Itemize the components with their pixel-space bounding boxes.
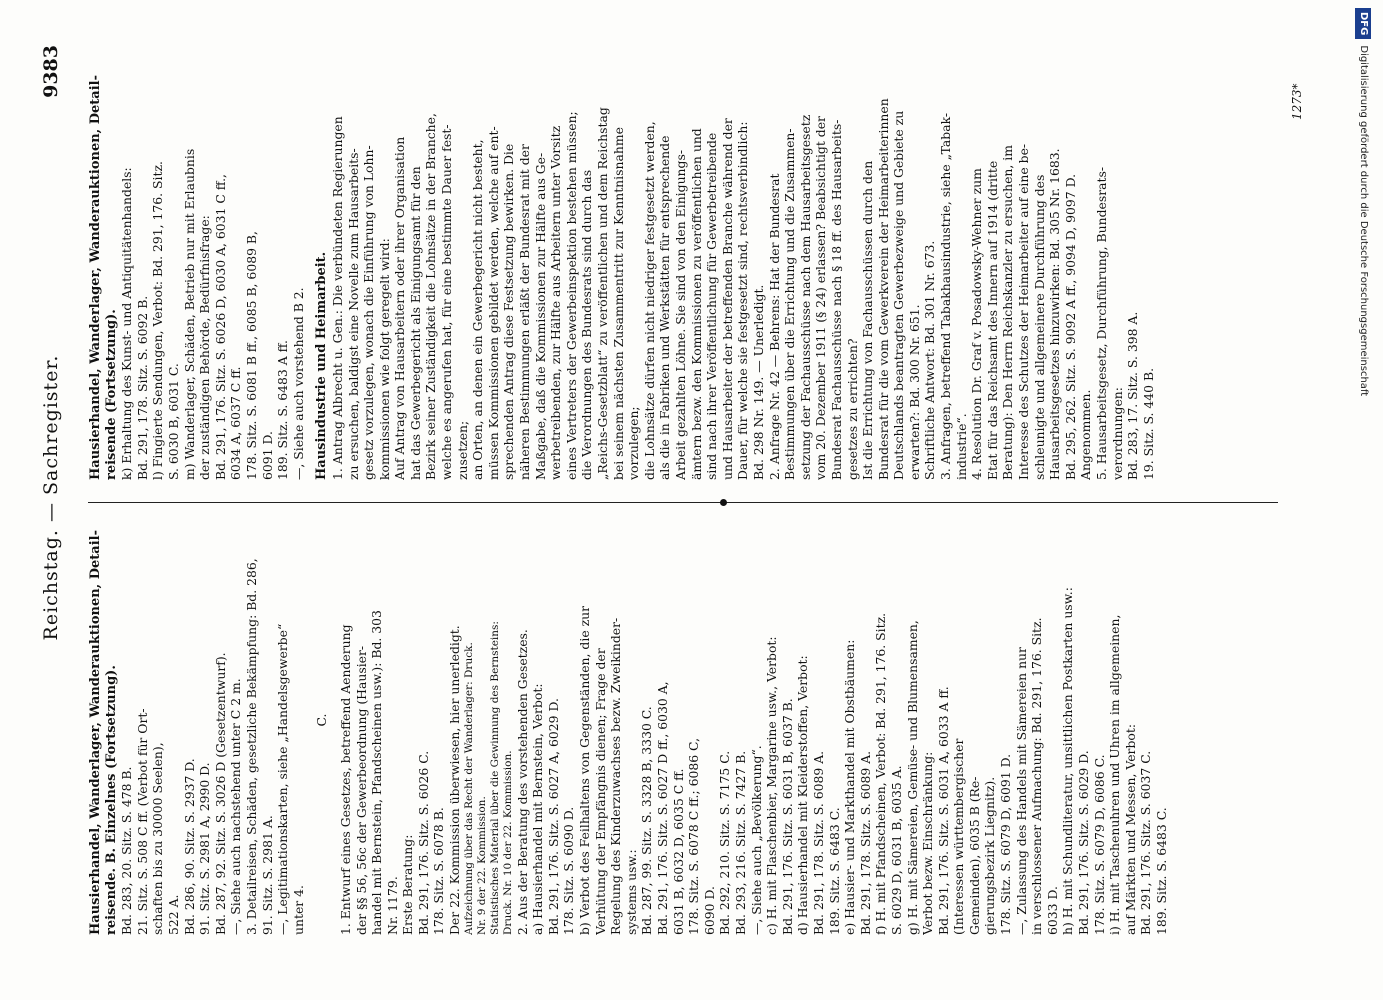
text-line: Bd. 291, 176. Sitz. S. 6031 A, 6033 A ff.: [935, 686, 951, 935]
text-line: kommissionen wie folgt geregelt wird:: [376, 238, 392, 480]
text-line: S. 6030 B, 6031 C.: [165, 363, 181, 480]
text-line: Maßgabe, daß die Kommissionen zur Hälfte aus Ge-: [532, 152, 548, 480]
text-line: 4. Resolution Dr. Graf v. Posadowsky-Wehner zum: [969, 168, 985, 480]
text-line: systems usw.:: [623, 849, 639, 935]
text-line: 91. Sitz. S. 2981 A.: [259, 815, 275, 935]
text-line: b) Verbot des Feilhaltens von Gegenständen, die zur: [577, 605, 593, 935]
entry-heading: reisende. B. Einzelnes (Fortsetzung).: [103, 665, 119, 935]
credit-text: Digitalisierung gefördert durch die Deutsche Forschungsgemeinschaft: [1358, 45, 1369, 397]
text-line: Statistisches Material über die Gewinnung des Bernsteins:: [488, 621, 501, 935]
text-line: Bundesrat Fachausschüsse nach § 18 ff. des Hausarbeits-: [828, 119, 844, 480]
text-line: Regelung des Kinderzuwachses bezw. Zweikinder-: [608, 617, 624, 935]
running-title: Reichstag. — Sachregister.: [40, 354, 62, 641]
text-line: 178. Sitz. S. 6079 D, 6086 C.: [1091, 754, 1107, 935]
sidebar-credit: [1352, 8, 1374, 992]
text-line: gierungsbezirk Liegnitz).: [982, 776, 998, 935]
text-line: und Hausarbeiter der betreffenden Branche während der: [719, 118, 735, 480]
text-line: e) Hausier- und Markthandel mit Obstbäumen:: [842, 639, 858, 935]
text-line: Bd. 291, 176. Sitz. S. 6031 B, 6037 B.: [779, 698, 795, 935]
left-column: [88, 505, 1268, 935]
text-line: handel mit Bernstein, Pfandscheinen usw.): Bd. 303: [369, 610, 385, 935]
text-line: in verschlossener Aufmachung: Bd. 291, 176. Sitz.: [1029, 617, 1045, 935]
text-line: näheren Bestimmungen erläßt der Bundesrat mit der: [517, 144, 533, 480]
text-line: Bd. 291, 178. Sitz. S. 6089 A.: [810, 750, 826, 935]
text-line: vorzulegen;: [626, 406, 642, 480]
text-line: sprechenden Antrag diese Festsetzung bewirken. Die: [501, 143, 517, 480]
text-line: die Lohnsätze dürfen nicht niedriger festgesetzt werden,: [641, 121, 657, 480]
text-line: Bd. 293, 216. Sitz. S. 7427 B.: [732, 750, 748, 935]
text-line: 178. Sitz. S. 6081 B ff., 6085 B, 6089 B,: [243, 231, 259, 480]
text-line: Verbot bezw. Einschränkung:: [920, 751, 936, 935]
text-line: Hausarbeitsgesetzes hinzuwirken: Bd. 305 Nr. 1683.: [1047, 148, 1063, 480]
text-line: Ist die Errichtung von Fachausschüssen durch den: [860, 160, 876, 480]
text-line: Angenommen.: [1078, 389, 1094, 480]
text-line: gesetz vorzulegen, wonach die Einführung von Lohn-: [361, 145, 377, 480]
text-line: die Verordnungen des Bundesrats sind durch das: [579, 169, 595, 480]
text-line: C.: [314, 713, 330, 727]
text-line: d) Hausierhandel mit Kleiderstoffen, Verbot:: [795, 655, 811, 935]
text-line: sind nach ihrer Veröffentlichung für Gewerbetreibende: [704, 132, 720, 480]
text-line: als die in Fabriken und Werkstätten für entsprechende: [657, 135, 673, 480]
text-line: 522 A.: [165, 894, 181, 935]
text-line: Bd. 291, 176. Sitz. S. 6037 C.: [1138, 750, 1154, 935]
text-line: eines Vertreters der Gewerbeinspektion bestehen müssen;: [563, 111, 579, 480]
text-line: unter 4.: [290, 885, 306, 935]
text-line: „Reichs-Gesetzblatt“ zu veröffentlichen und dem Reichstag: [595, 107, 610, 480]
text-line: der §§ 56, 56c der Gewerbeordnung (Hausier-: [353, 645, 369, 935]
text-line: —, Siehe auch nachstehend unter C 2 m.: [228, 678, 244, 935]
entry-heading: Hausierhandel, Wanderlager, Wanderauktionen, Detail-: [88, 530, 103, 935]
text-line: 178. Sitz. S. 6079 D, 6091 D.: [998, 753, 1014, 935]
text-line: an Orten, an denen ein Gewerbegericht nicht besteht,: [470, 139, 486, 480]
text-line: bei seinem nächsten Zusammentritt zur Kenntnisnahme: [610, 127, 626, 480]
text-line: 6033 D.: [1044, 886, 1060, 935]
text-line: 19. Sitz. S. 440 B.: [1140, 367, 1156, 480]
text-line: 5. Hausarbeitsgesetz, Durchführung, Bundesrats-: [1094, 166, 1109, 480]
text-line: welche es angerufen hat, für eine bestimmte Dauer fest-: [439, 124, 455, 480]
text-line: verordnungen:: [1109, 387, 1125, 480]
credit-line: [1352, 8, 1374, 992]
text-line: werbetreibenden, zur Hälfte aus Arbeitern unter Vorsitz: [548, 125, 564, 480]
page-number: 9383: [40, 45, 62, 98]
text-line: 6091 D.: [259, 431, 275, 480]
text-line: 21. Sitz. S. 508 C ff. (Verbot für Ort-: [134, 708, 150, 935]
text-line: l) Fingierte Sendungen, Verbot: Bd. 291, 176. Sitz.: [150, 161, 166, 480]
text-line: 91. Sitz. S. 2981 A, 2990 D.: [197, 762, 213, 935]
text-line: zu ersuchen, baldigst eine Novelle zum Hausarbeits-: [345, 148, 361, 480]
entry-heading: reisende (Fortsetzung).: [103, 309, 119, 480]
page-header: [40, 45, 80, 950]
text-line: —, Siehe auch vorstehend B 2.: [290, 287, 306, 480]
text-line: Bd. 291, 176. Sitz. S. 6026 D, 6030 A, 6031 C ff.,: [212, 174, 228, 480]
text-line: Bestimmungen über die Errichtung und die Zusammen-: [782, 128, 798, 480]
text-line: 189. Sitz. S. 6483 C.: [826, 807, 842, 935]
text-line: 178. Sitz. S. 6078 C ff.; 6086 C,: [686, 737, 702, 935]
text-line: k) Erhaltung des Kunst- und Antiquitätenhandels:: [119, 167, 135, 480]
text-line: 189. Sitz. S. 6483 C.: [1154, 807, 1169, 935]
text-line: schleunigte und allgemeinere Durchführung des: [1031, 174, 1047, 480]
text-line: (Interessen württembergischer: [951, 738, 967, 935]
text-line: 189. Sitz. S. 6483 A ff.: [275, 340, 291, 480]
text-line: ämtern bezw. den Kommissionen zu veröffentlichen und: [688, 128, 704, 480]
text-line: Bd. 291, 178. Sitz. S. 6092 B.: [134, 295, 150, 480]
dfg-logo: DFG: [1355, 8, 1371, 39]
text-line: Bd. 292, 210. Sitz. S. 7175 C.: [717, 750, 733, 935]
right-column: [88, 50, 1268, 480]
text-line: Bd. 286, 90. Sitz. S. 2937 D.: [181, 758, 197, 935]
spacer: [330, 505, 338, 935]
text-line: m) Wanderlager, Schäden, Betrieb nur mit Erlaubnis: [181, 148, 197, 480]
text-line: 178. Sitz. S. 6090 D.: [561, 806, 577, 935]
text-line: schaften bis zu 30000 Seelen),: [150, 742, 166, 935]
text-line: Der 22. Kommission überwiesen, hier unerledigt.: [447, 625, 463, 935]
text-line: Bundesrat für die vom Gewerkverein der Heimarbeiterinnen: [875, 98, 891, 480]
text-line: Beratung): Den Herrn Reichskanzler zu ersuchen, im: [1000, 145, 1016, 480]
text-line: a) Hausierhandel mit Bernstein, Verbot:: [530, 683, 546, 935]
text-line: Bd. 291, 176. Sitz. S. 6027 D ff., 6030 A,: [655, 681, 670, 935]
text-line: industrie“.: [953, 413, 969, 480]
text-line: 6090 D.: [701, 886, 717, 935]
column-divider: [88, 502, 1278, 503]
spacer: [306, 505, 314, 935]
text-line: Gemeinden), 6035 B (Re-: [966, 776, 982, 935]
text-line: Verhütung der Empfängnis dienen; Frage der: [592, 648, 608, 935]
text-line: Arbeit gezahlten Löhne. Sie sind von den Einigungs-: [672, 149, 688, 480]
text-line: —, Zulassung des Handels mit Sämereien nur: [1013, 647, 1029, 935]
spacer: [306, 50, 314, 480]
text-line: vom 20. Dezember 1911 (§ 24) erlassen? Beabsichtigt der: [813, 116, 829, 480]
text-line: der zuständigen Behörde, Bedürfnisfrage:: [197, 215, 213, 480]
text-line: Bd. 283, 17. Sitz. S. 398 A.: [1125, 311, 1141, 480]
text-line: Druck. Nr. 10 der 22. Kommission.: [501, 750, 514, 935]
text-line: Bezirk seiner Zuständigkeit die Lohnsätze in der Branche,: [423, 113, 439, 480]
text-line: —, Legitimationskarten, siehe „Handelsgewerbe“: [275, 623, 291, 935]
text-line: Bd. 283, 20. Sitz. S. 478 B.: [119, 766, 135, 935]
text-line: 1. Entwurf eines Gesetzes, betreffend Aenderung: [337, 624, 353, 935]
text-line: Aufzeichnung über das Recht der Wanderlager: Druck.: [462, 642, 475, 935]
signature-mark: 1273*: [1290, 83, 1304, 120]
text-line: S. 6029 D, 6031 B, 6035 A.: [888, 765, 904, 935]
text-line: müssen Kommissionen gebildet werden, welche auf ent-: [485, 126, 501, 480]
text-line: Erste Beratung:: [400, 834, 416, 935]
text-line: h) H. mit Schundliteratur, unsittlichen Postkarten usw.:: [1060, 587, 1076, 935]
entry-heading: Hausindustrie und Heimarbeit.: [314, 251, 330, 480]
entry-heading: Hausierhandel, Wanderlager, Wanderauktionen, Detail-: [88, 75, 103, 480]
text-line: 6031 B, 6032 D, 6035 C ff.: [670, 768, 686, 935]
text-line: 6034 A, 6037 C ff.: [228, 366, 244, 480]
text-line: Dauer, für welche sie festgesetzt sind, rechtsverbindlich:: [735, 121, 751, 480]
text-line: Deutschlands beantragten Gewerbezweige und Gebiete zu: [891, 110, 907, 480]
text-line: Bd. 291, 176. Sitz. S. 6027 A, 6029 D.: [545, 698, 561, 935]
text-line: hat das Gewerbegericht als Einigungsamt für den: [407, 166, 423, 480]
text-line: Interesse des Schutzes der Heimarbeiter auf eine be-: [1016, 143, 1032, 480]
text-line: i) H. mit Taschenuhren und Uhren im allgemeinen,: [1107, 614, 1123, 935]
text-line: setzung der Fachausschüsse nach dem Hausarbeitsgesetz: [797, 114, 813, 480]
text-line: Nr. 1179.: [384, 876, 400, 935]
text-line: c) H. mit Flaschenbier, Margarine usw., Verbot:: [764, 636, 780, 935]
text-line: f) H. mit Pfandscheinen, Verbot: Bd. 291, 176. Sitz.: [873, 612, 889, 935]
text-line: Bd. 298 Nr. 149. — Unerledigt.: [750, 284, 766, 480]
text-line: 3. Detailreisen, Schäden, gesetzliche Bekämpfung: Bd. 286,: [243, 558, 259, 935]
text-line: Nr. 9 der 22. Kommission.: [475, 796, 488, 935]
text-line: 3. Anfragen, betreffend Tabakhausindustrie, siehe „Tabak-: [938, 112, 954, 480]
text-line: Bd. 291, 176. Sitz. S. 6026 C.: [415, 750, 431, 935]
text-line: auf Märkten und Messen, Verbot:: [1122, 724, 1138, 935]
text-line: 2. Anfrage Nr. 42 — Behrens: Hat der Bundesrat: [766, 173, 782, 480]
text-line: Bd. 295, 262. Sitz. S. 9092 A ff., 9094 D, 9097 D.: [1062, 173, 1078, 480]
text-line: Schriftliche Antwort: Bd. 301 Nr. 673.: [922, 240, 938, 480]
text-line: gesetzes zu errichten?: [844, 338, 860, 480]
text-line: —, Siehe auch „Bevölkerung“.: [748, 745, 764, 935]
text-line: zusetzen;: [454, 420, 470, 480]
text-line: Auf Antrag von Hausarbeitern oder ihrer Organisation: [392, 136, 408, 480]
text-line: erwarten?: Bd. 300 Nr. 651.: [906, 304, 922, 480]
text-line: 2. Aus der Beratung des vorstehenden Gesetzes.: [514, 629, 530, 935]
text-line: Etat für das Reichsamt des Innern auf 1914 (dritte: [984, 160, 1000, 480]
text-line: Bd. 287, 99. Sitz. S. 3328 B, 3330 C.: [639, 706, 655, 935]
text-line: g) H. mit Sämereien, Gemüse- und Blumensamen,: [904, 620, 920, 935]
text-line: 178. Sitz. S. 6078 B.: [431, 807, 447, 935]
text-line: 1. Antrag Albrecht u. Gen.: Die verbündeten Regierungen: [329, 116, 345, 480]
text-line: Bd. 287, 92. Sitz. S. 3026 D (Gesetzentwurf).: [212, 652, 228, 935]
divider-dot: [720, 499, 727, 506]
text-line: Bd. 291, 178. Sitz. S. 6089 A.: [857, 750, 873, 935]
text-line: Bd. 291, 176. Sitz. S. 6029 D.: [1076, 750, 1092, 935]
